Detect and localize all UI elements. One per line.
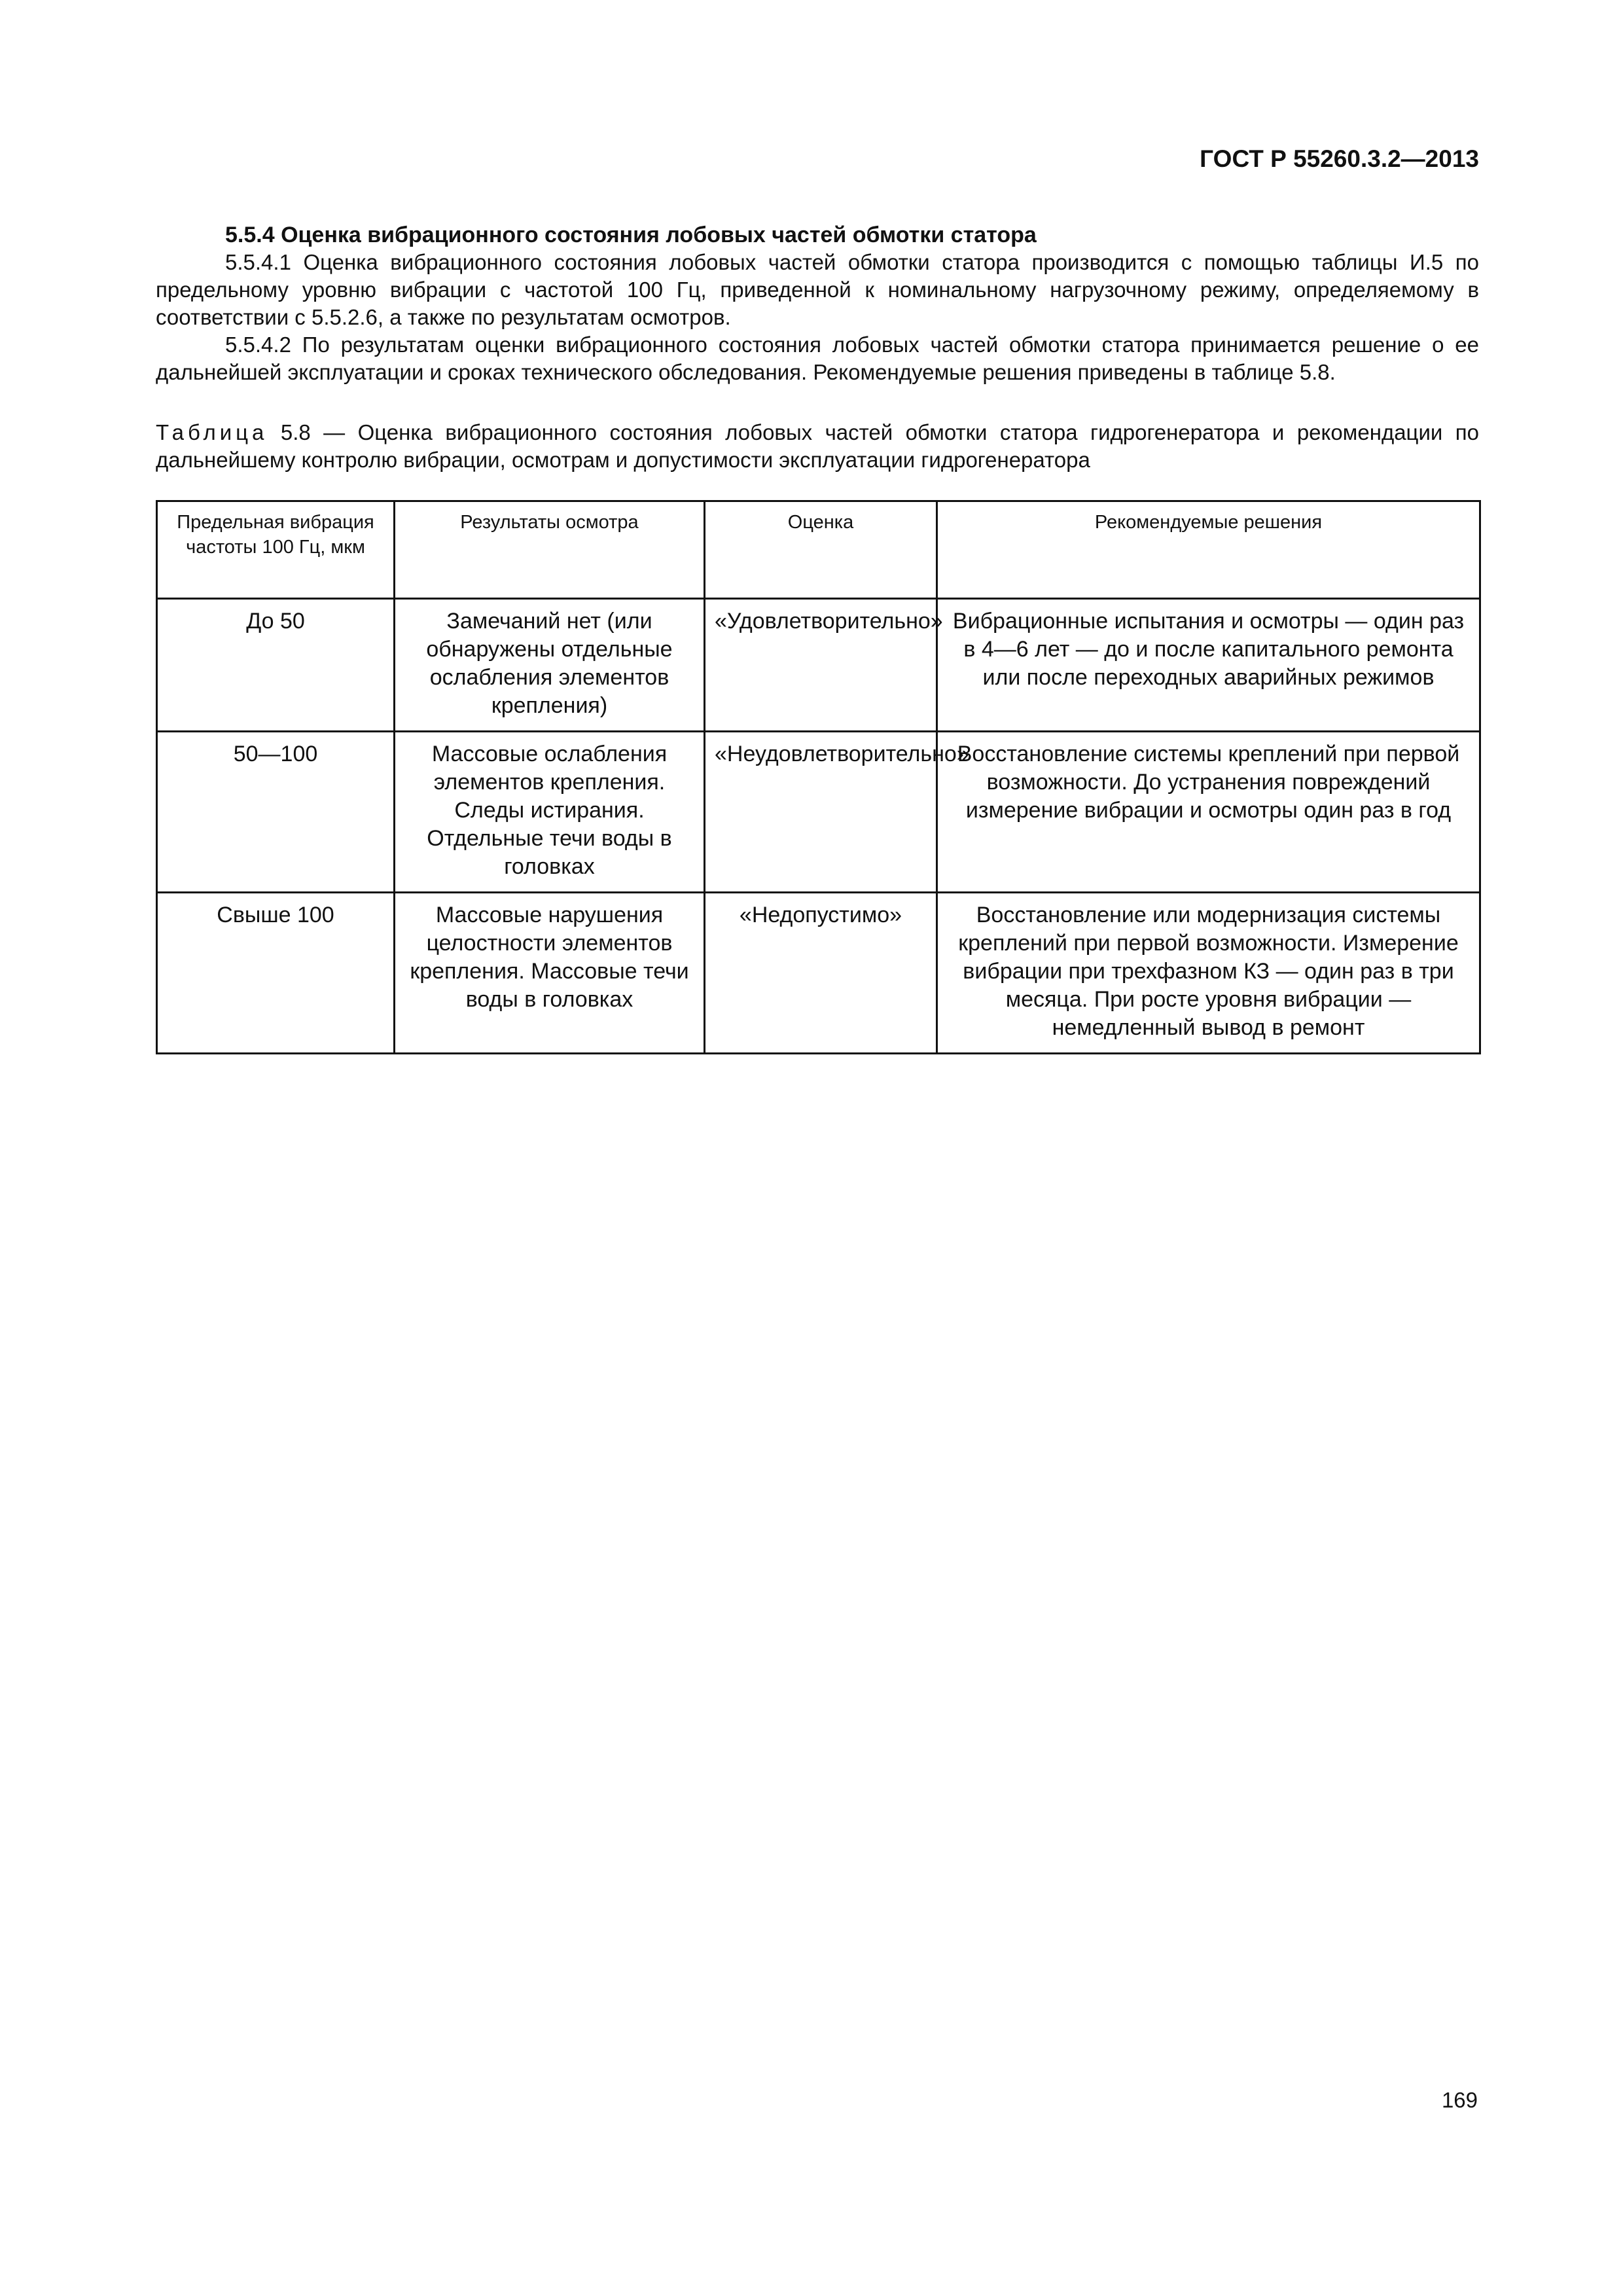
paragraph-5-5-4-2: 5.5.4.2 По результатам оценки вибрационного состояния лобовых частей обмотки статора принимается решение о ее дальнейшей эксплуатации и сроках технического обследования. Рекомендуемые решения приведены в таблице 5.8.: [156, 332, 1479, 384]
table-caption-label: Таблица: [156, 420, 268, 444]
table-row: [157, 732, 1480, 893]
document-code-header: ГОСТ Р 55260.3.2—2013: [1200, 145, 1479, 172]
cell-vibration-limit: Свыше 100: [157, 893, 395, 1054]
header-recommended-decisions: Рекомендуемые решения: [937, 501, 1480, 599]
table-row: [157, 599, 1480, 732]
paragraph-5-5-4-1: 5.5.4.1 Оценка вибрационного состояния лобовых частей обмотки статора производится с помощью таблицы И.5 по предельному уровню вибрации с частотой 100 Гц, приведенной к номинальному нагрузочному режиму, определяемому в соответствии с 5.5.2.6, а также по результатам осмотров.: [156, 250, 1479, 329]
vibration-assessment-table: [156, 500, 1481, 1054]
cell-inspection-results: Массовые ослабления элементов крепления. Следы истирания. Отдельные течи воды в головках: [395, 732, 705, 893]
page-number: 169: [1441, 2088, 1478, 2112]
header-vibration-limit: Предельная вибрация частоты 100 Гц, мкм: [157, 501, 395, 599]
cell-vibration-limit: До 50: [157, 599, 395, 732]
cell-recommended-decisions: Восстановление системы креплений при первой возможности. До устранения повреждений измерение вибрации и осмотры один раз в год: [937, 732, 1480, 893]
header-assessment: Оценка: [705, 501, 937, 599]
cell-inspection-results: Массовые нарушения целостности элементов крепления. Массовые течи воды в головках: [395, 893, 705, 1054]
page-content: [156, 221, 1479, 1054]
table-header-row: [157, 501, 1480, 599]
cell-assessment: «Неудовлетворительно»: [705, 732, 937, 893]
section-heading: 5.5.4 Оценка вибрационного состояния лобовых частей обмотки статора: [225, 223, 1037, 247]
table-caption: [156, 419, 1479, 474]
cell-vibration-limit: 50—100: [157, 732, 395, 893]
cell-inspection-results: Замечаний нет (или обнаружены отдельные ослабления элементов крепления): [395, 599, 705, 732]
header-inspection-results: Результаты осмотра: [395, 501, 705, 599]
cell-recommended-decisions: Вибрационные испытания и осмотры — один раз в 4—6 лет — до и после капитального ремонта или после переходных аварийных режимов: [937, 599, 1480, 732]
table-row: [157, 893, 1480, 1054]
cell-assessment: «Недопустимо»: [705, 893, 937, 1054]
cell-assessment: «Удовлетворительно»: [705, 599, 937, 732]
cell-recommended-decisions: Восстановление или модернизация системы креплений при первой возможности. Измерение вибрации при трехфазном КЗ — один раз в три месяца. При росте уровня вибрации — немедленный вывод в ремонт: [937, 893, 1480, 1054]
table-caption-text: 5.8 — Оценка вибрационного состояния лобовых частей обмотки статора гидрогенератора и рекомендации по дальнейшему контролю вибрации, осмотрам и допустимости эксплуатации гидрогенератора: [156, 420, 1479, 472]
